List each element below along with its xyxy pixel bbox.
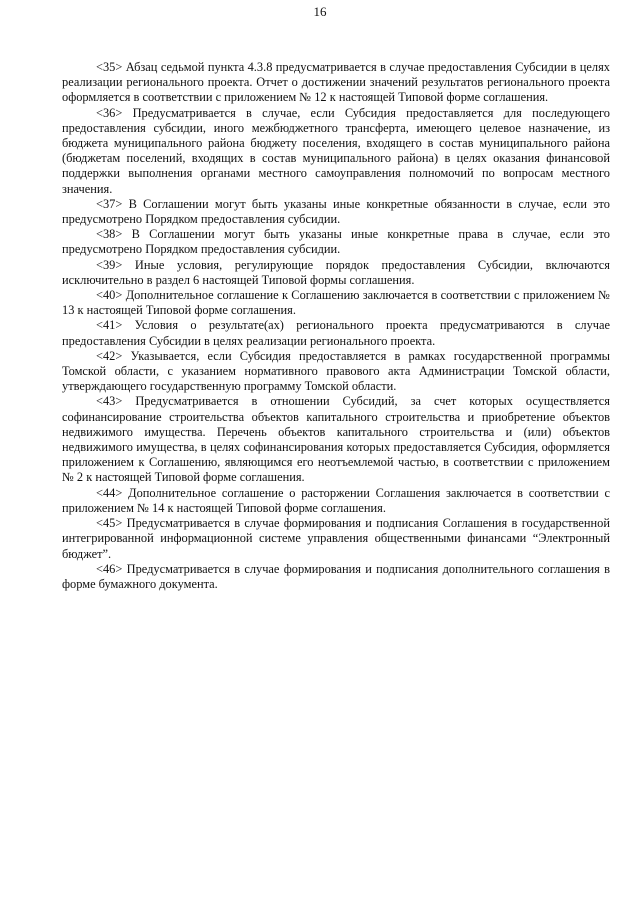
footnote-40: <40> Дополнительное соглашение к Соглашению заключается в соответствии с приложением № 13 к настоящей Типовой форме соглашения.	[62, 288, 610, 318]
footnote-42: <42> Указывается, если Субсидия предоставляется в рамках государственной программы Томской области, с указанием нормативного правового акта Администрации Томской области, утверждающего государственную программу Томской области.	[62, 348, 610, 394]
footnote-35: <35> Абзац седьмой пункта 4.3.8 предусматривается в случае предоставления Субсидии в целях реализации регионального проекта. Отчет о достижении значений результатов регионального проекта оформляется в соответствии с приложением № 12 к настоящей Типовой форме соглашения.	[62, 60, 610, 105]
footnotes-body	[62, 60, 610, 592]
footnote-38: <38> В Соглашении могут быть указаны иные конкретные права в случае, если это предусмотрено Порядком предоставления субсидии.	[62, 227, 610, 257]
footnote-43: <43> Предусматривается в отношении Субсидий, за счет которых осуществляется софинансирование строительства объектов капитального строительства и приобретение объектов недвижимого имущества. Перечень объектов капитального строительства и (или) объектов недвижимого имущества, в целях софинансирования которых предоставляется Субсидия, оформляется приложением к Соглашению, являющимся его неотъемлемой частью, в соответствии с приложением № 2 к настоящей Типовой форме соглашения.	[62, 394, 610, 485]
footnote-45: <45> Предусматривается в случае формирования и подписания Соглашения в государственной интегрированной информационной системе управления общественными финансами “Электронный бюджет”.	[62, 516, 610, 561]
footnote-46: <46> Предусматривается в случае формирования и подписания дополнительного соглашения в форме бумажного документа.	[62, 561, 610, 591]
footnote-36: <36> Предусматривается в случае, если Субсидия предоставляется для последующего предоставления субсидии, иного межбюджетного трансферта, имеющего целевое назначение, из бюджета муниципального района бюджету поселения, входящего в состав муниципального района (бюджетам поселений, входящих в состав муниципального района) в целях оказания финансовой поддержки выполнения органами местного самоуправления полномочий по вопросам местного значения.	[62, 105, 610, 196]
footnote-39: <39> Иные условия, регулирующие порядок предоставления Субсидии, включаются исключительно в раздел 6 настоящей Типовой формы соглашения.	[62, 257, 610, 287]
footnote-37: <37> В Соглашении могут быть указаны иные конкретные обязанности в случае, если это предусмотрено Порядком предоставления субсидии.	[62, 196, 610, 227]
page-number: 16	[313, 4, 327, 19]
footnote-44: <44> Дополнительное соглашение о расторжении Соглашения заключается в соответствии с приложением № 14 к настоящей Типовой форме соглашения.	[62, 485, 610, 515]
footnote-41: <41> Условия о результате(ах) регионального проекта предусматриваются в случае предоставления Субсидии в целях реализации регионального проекта.	[62, 318, 610, 348]
